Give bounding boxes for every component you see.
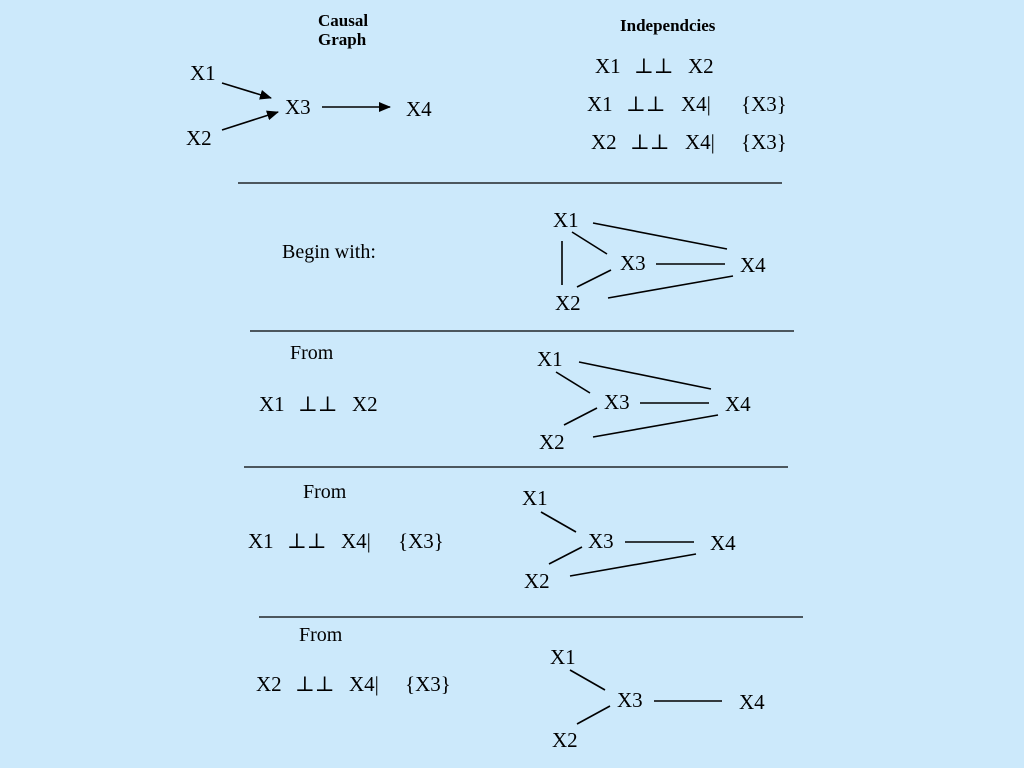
arrow-x1-x3 — [222, 83, 271, 98]
independency-2-condition: {X3} — [741, 92, 787, 116]
step3-independency — [248, 529, 444, 553]
step4-left: X2 — [256, 672, 282, 696]
node-x3: X3 — [285, 95, 311, 119]
node-x4: X4 — [406, 97, 432, 121]
step2-left: X1 — [259, 392, 285, 416]
node-x4: X4 — [740, 253, 766, 277]
independency-2-right: X4| — [681, 92, 711, 116]
arrow-x2-x3 — [222, 112, 278, 130]
independency-2-left: X1 — [587, 92, 613, 116]
edge-x2-x3 — [564, 408, 597, 425]
node-x3: X3 — [617, 688, 643, 712]
node-x1: X1 — [537, 347, 563, 371]
edge-x2-x4 — [608, 276, 733, 298]
step4-graph — [550, 645, 765, 752]
independence-symbol: ⊥⊥ — [295, 672, 335, 696]
node-x1: X1 — [190, 61, 216, 85]
node-x2: X2 — [524, 569, 550, 593]
node-x2: X2 — [186, 126, 212, 150]
step4-independency — [256, 672, 451, 696]
from-label: From — [299, 624, 343, 646]
edge-x2-x3 — [577, 706, 610, 724]
step1-graph — [553, 208, 766, 315]
independence-symbol: ⊥⊥ — [630, 130, 670, 154]
independency-3-left: X2 — [591, 130, 617, 154]
independency-3 — [591, 130, 787, 154]
node-x1: X1 — [522, 486, 548, 510]
step2-right: X2 — [352, 392, 378, 416]
independency-2 — [587, 92, 787, 116]
edge-x1-x3 — [572, 232, 607, 254]
independency-1 — [595, 54, 714, 78]
edge-x1-x3 — [570, 670, 605, 690]
step2-graph — [537, 347, 751, 454]
node-x1: X1 — [553, 208, 579, 232]
independence-symbol: ⊥⊥ — [634, 54, 674, 78]
edge-x1-x3 — [541, 512, 576, 532]
step2-independency — [259, 392, 378, 416]
independencies-title: Independcies — [620, 16, 716, 35]
node-x3: X3 — [588, 529, 614, 553]
independency-1-left: X1 — [595, 54, 621, 78]
step3-condition: {X3} — [398, 529, 444, 553]
node-x2: X2 — [552, 728, 578, 752]
independence-symbol: ⊥⊥ — [626, 92, 666, 116]
from-label: From — [303, 481, 347, 503]
node-x3: X3 — [604, 390, 630, 414]
node-x4: X4 — [710, 531, 736, 555]
node-x2: X2 — [539, 430, 565, 454]
edge-x2-x4 — [593, 415, 718, 437]
edge-x1-x4 — [579, 362, 711, 389]
edge-x2-x4 — [570, 554, 696, 576]
edge-x1-x3 — [556, 372, 590, 393]
node-x1: X1 — [550, 645, 576, 669]
edge-x1-x4 — [593, 223, 727, 249]
step3-graph — [522, 486, 736, 593]
independence-symbol: ⊥⊥ — [298, 392, 338, 416]
begin-with-label: Begin with: — [282, 241, 376, 263]
independency-1-right: X2 — [688, 54, 714, 78]
causal-graph-title-line2: Graph — [318, 30, 367, 49]
independency-3-right: X4| — [685, 130, 715, 154]
step3-left: X1 — [248, 529, 274, 553]
independence-symbol: ⊥⊥ — [287, 529, 327, 553]
node-x2: X2 — [555, 291, 581, 315]
node-x4: X4 — [725, 392, 751, 416]
independency-3-condition: {X3} — [741, 130, 787, 154]
node-x4: X4 — [739, 690, 765, 714]
step4-condition: {X3} — [405, 672, 451, 696]
edge-x2-x3 — [549, 547, 582, 564]
edge-x2-x3 — [577, 270, 611, 287]
step4-right: X4| — [349, 672, 379, 696]
node-x3: X3 — [620, 251, 646, 275]
causal-graph — [186, 61, 432, 150]
step3-right: X4| — [341, 529, 371, 553]
causal-graph-title-line1: Causal — [318, 11, 369, 30]
from-label: From — [290, 342, 334, 364]
